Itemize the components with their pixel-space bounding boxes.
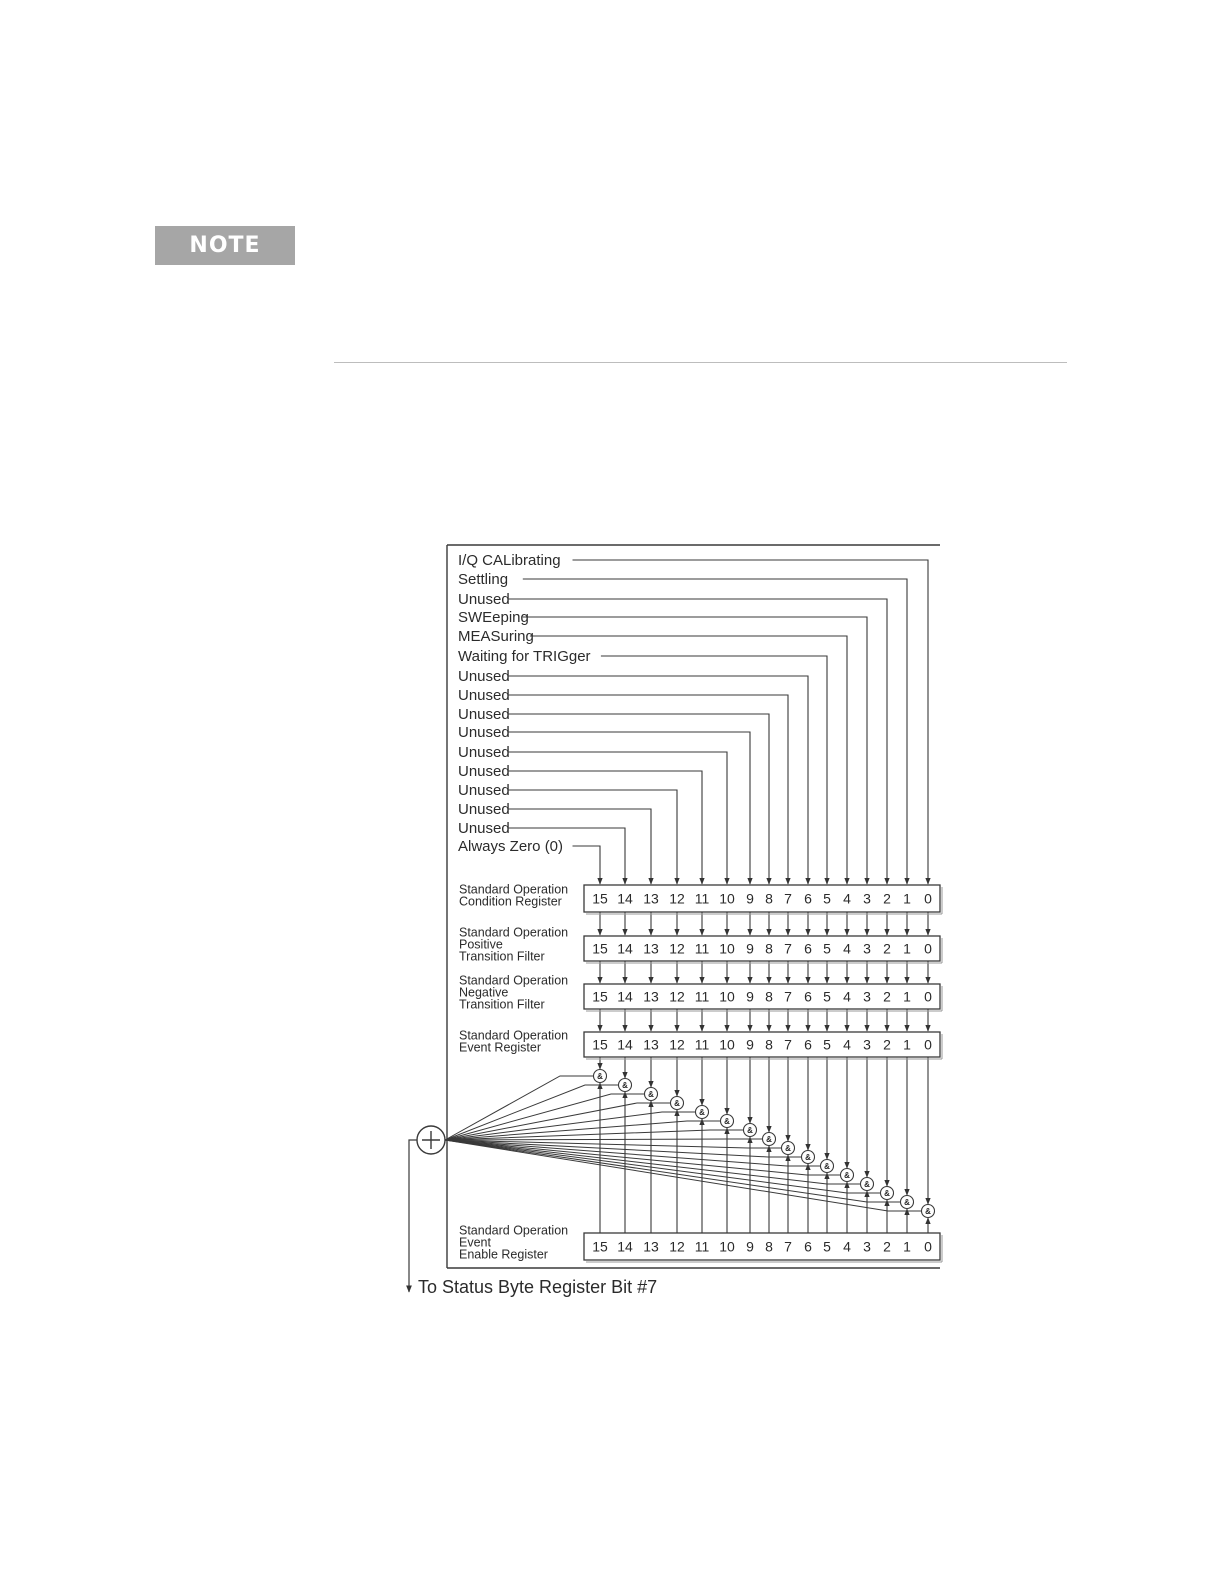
bit-label: 11 xyxy=(694,890,710,907)
bit-label: 15 xyxy=(592,1238,608,1255)
output-wire xyxy=(409,1140,417,1292)
bit-label: 0 xyxy=(924,1036,932,1053)
bit-label: 15 xyxy=(592,988,608,1005)
signal-label: Waiting for TRIGger xyxy=(458,648,591,665)
bit-label: 15 xyxy=(592,940,608,957)
bit-label: 13 xyxy=(643,1036,659,1053)
bit-label: 13 xyxy=(643,890,659,907)
or-input-wire xyxy=(445,1139,762,1140)
signal-label: Unused xyxy=(458,801,510,818)
and-symbol: & xyxy=(844,1171,850,1180)
signal-label: Settling xyxy=(458,571,509,588)
bit-label: 7 xyxy=(784,940,792,957)
signal-wire xyxy=(509,828,625,884)
register-label: Enable Register xyxy=(459,1247,548,1262)
and-symbol: & xyxy=(785,1144,791,1153)
signal-label: Unused xyxy=(458,763,510,780)
signal-wire xyxy=(509,599,887,884)
bit-label: 12 xyxy=(669,1238,685,1255)
bit-label: 4 xyxy=(843,940,851,957)
bit-label: 3 xyxy=(863,940,871,957)
bit-label: 8 xyxy=(765,1036,773,1053)
bit-label: 3 xyxy=(863,890,871,907)
bit-label: 14 xyxy=(617,890,633,907)
and-symbol: & xyxy=(925,1207,931,1216)
and-symbol: & xyxy=(824,1162,830,1171)
register-label: Standard Operation xyxy=(459,882,569,897)
bit-label: 15 xyxy=(592,1036,608,1053)
signal-label: Unused xyxy=(458,744,510,761)
bit-label: 13 xyxy=(643,940,659,957)
bit-label: 1 xyxy=(903,1036,911,1053)
register-label: Transition Filter xyxy=(459,997,545,1012)
bit-label: 6 xyxy=(804,1036,812,1053)
bit-label: 7 xyxy=(784,890,792,907)
bit-label: 3 xyxy=(863,988,871,1005)
and-gates xyxy=(594,1070,935,1218)
signal-label: Unused xyxy=(458,706,510,723)
bit-label: 14 xyxy=(617,940,633,957)
status-byte-label: To Status Byte Register Bit #7 xyxy=(418,1277,658,1297)
bit-label: 7 xyxy=(784,1036,792,1053)
bit-label: 4 xyxy=(843,1036,851,1053)
bit-label: 12 xyxy=(669,940,685,957)
registers xyxy=(459,883,942,1263)
signal-wire xyxy=(509,752,727,884)
bit-label: 11 xyxy=(694,1036,710,1053)
bit-label: 7 xyxy=(784,1238,792,1255)
signal-wire xyxy=(509,790,677,884)
bit-label: 10 xyxy=(719,890,735,907)
bit-label: 14 xyxy=(617,1238,633,1255)
bit-label: 6 xyxy=(804,940,812,957)
bit-label: 1 xyxy=(903,988,911,1005)
bit-label: 1 xyxy=(903,890,911,907)
register-label: Event xyxy=(459,1235,491,1250)
bit-label: 8 xyxy=(765,1238,773,1255)
bit-label: 10 xyxy=(719,940,735,957)
bit-label: 8 xyxy=(765,890,773,907)
bit-label: 14 xyxy=(617,988,633,1005)
signal-label: Unused xyxy=(458,782,510,799)
bit-label: 12 xyxy=(669,1036,685,1053)
bit-label: 8 xyxy=(765,988,773,1005)
signal-label: Always Zero (0) xyxy=(458,838,564,855)
signal-label: Unused xyxy=(458,687,510,704)
bit-label: 3 xyxy=(863,1238,871,1255)
and-symbol: & xyxy=(805,1153,811,1162)
bit-label: 5 xyxy=(823,1238,831,1255)
bit-label: 11 xyxy=(694,1238,710,1255)
bit-label: 4 xyxy=(843,988,851,1005)
bit-label: 0 xyxy=(924,940,932,957)
register-label: Standard Operation xyxy=(459,1223,569,1238)
bit-label: 13 xyxy=(643,1238,659,1255)
register-label: Condition Register xyxy=(459,894,562,909)
bit-label: 9 xyxy=(746,988,754,1005)
bit-label: 9 xyxy=(746,890,754,907)
bit-label: 1 xyxy=(903,1238,911,1255)
and-symbol: & xyxy=(699,1108,705,1117)
bit-label: 2 xyxy=(883,1238,891,1255)
bit-label: 10 xyxy=(719,1238,735,1255)
bit-label: 10 xyxy=(719,988,735,1005)
bit-label: 5 xyxy=(823,890,831,907)
bit-label: 2 xyxy=(883,1036,891,1053)
signal-wire xyxy=(573,846,601,884)
bit-label: 12 xyxy=(669,988,685,1005)
bit-label: 2 xyxy=(883,988,891,1005)
bit-label: 3 xyxy=(863,1036,871,1053)
bit-label: 8 xyxy=(765,940,773,957)
and-symbol: & xyxy=(747,1126,753,1135)
bit-label: 0 xyxy=(924,890,932,907)
signal-wire xyxy=(509,732,750,884)
bit-label: 6 xyxy=(804,890,812,907)
signal-label: MEASuring xyxy=(458,628,534,645)
and-symbol: & xyxy=(766,1135,772,1144)
bit-label: 5 xyxy=(823,988,831,1005)
bit-label: 2 xyxy=(883,940,891,957)
and-symbol: & xyxy=(904,1198,910,1207)
register-label: Standard Operation xyxy=(459,973,569,988)
and-symbol: & xyxy=(622,1081,628,1090)
and-symbol: & xyxy=(724,1117,730,1126)
bit-label: 0 xyxy=(924,1238,932,1255)
register-label: Positive xyxy=(459,937,503,952)
bit-label: 13 xyxy=(643,988,659,1005)
signal-wire xyxy=(530,636,847,884)
bit-label: 5 xyxy=(823,940,831,957)
signal-label: Unused xyxy=(458,820,510,837)
and-symbol: & xyxy=(864,1180,870,1189)
note-badge: NOTE xyxy=(155,226,295,265)
bit-label: 4 xyxy=(843,890,851,907)
bit-label: 9 xyxy=(746,1036,754,1053)
register-label: Negative xyxy=(459,985,509,1000)
bit-label: 6 xyxy=(804,1238,812,1255)
signal-label: Unused xyxy=(458,591,510,608)
and-symbol: & xyxy=(674,1099,680,1108)
bit-label: 14 xyxy=(617,1036,633,1053)
signal-label: SWEeping xyxy=(458,609,529,626)
bit-label: 15 xyxy=(592,890,608,907)
bit-label: 2 xyxy=(883,890,891,907)
register-label: Standard Operation xyxy=(459,925,569,940)
or-input-wire xyxy=(445,1085,618,1140)
signal-label: Unused xyxy=(458,668,510,685)
bit-label: 7 xyxy=(784,988,792,1005)
bit-label: 6 xyxy=(804,988,812,1005)
bit-label: 1 xyxy=(903,940,911,957)
register-label: Standard Operation xyxy=(459,1028,569,1043)
bit-label: 10 xyxy=(719,1036,735,1053)
and-symbol: & xyxy=(884,1189,890,1198)
signal-label: I/Q CALibrating xyxy=(458,552,561,569)
signal-label: Unused xyxy=(458,724,510,741)
or-input-wire xyxy=(445,1140,860,1184)
register-label: Event Register xyxy=(459,1040,541,1055)
and-symbol: & xyxy=(597,1072,603,1081)
bit-label: 9 xyxy=(746,1238,754,1255)
register-label: Transition Filter xyxy=(459,949,545,964)
signal-wire xyxy=(509,714,769,884)
bit-label: 12 xyxy=(669,890,685,907)
bit-label: 0 xyxy=(924,988,932,1005)
bit-label: 11 xyxy=(694,988,710,1005)
signal-wire xyxy=(601,656,827,884)
and-symbol: & xyxy=(648,1090,654,1099)
bit-label: 9 xyxy=(746,940,754,957)
bit-label: 11 xyxy=(694,940,710,957)
bit-label: 5 xyxy=(823,1036,831,1053)
bit-label: 4 xyxy=(843,1238,851,1255)
